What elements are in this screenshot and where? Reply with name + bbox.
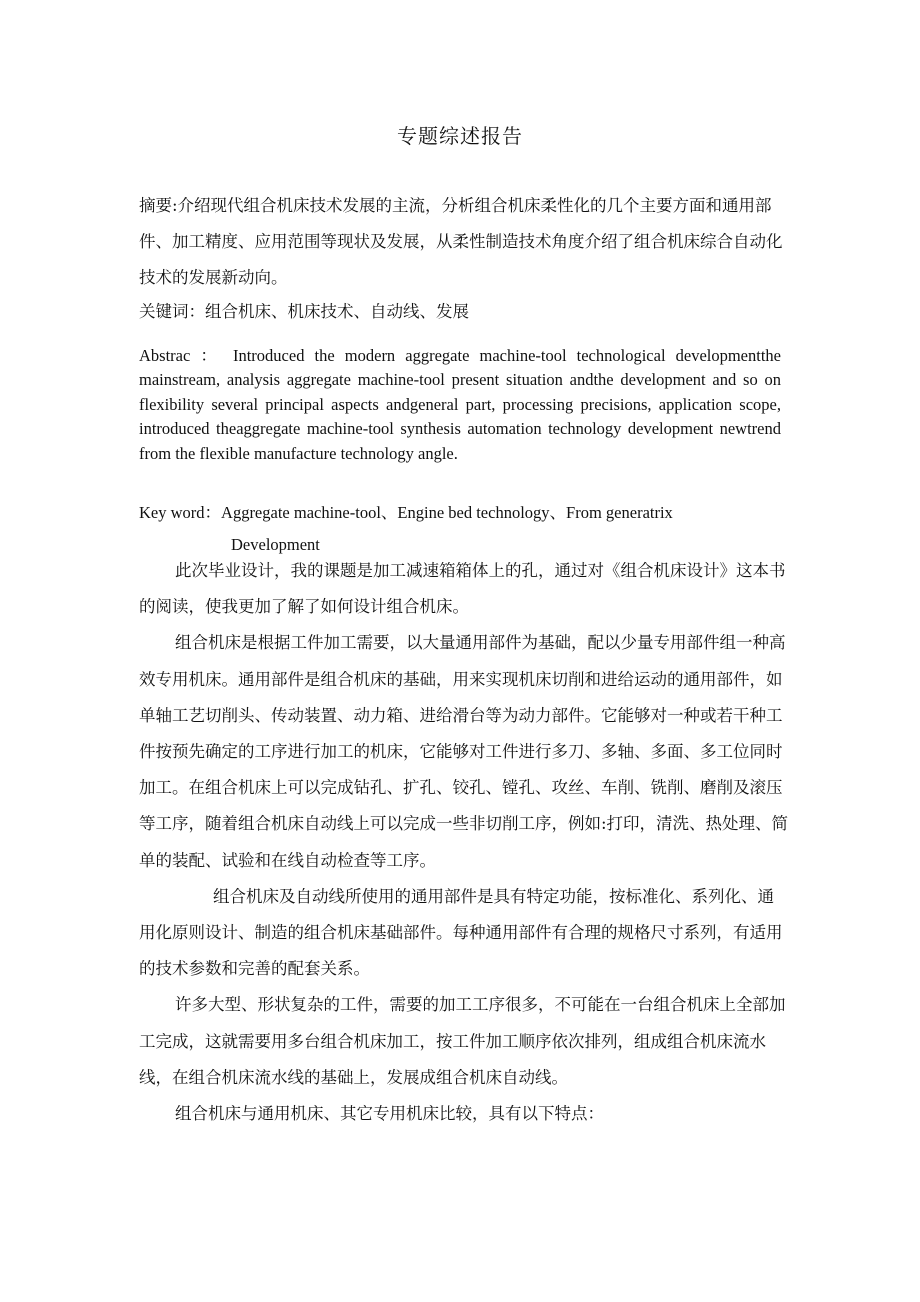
- keywords-english-line1: Key word：Aggregate machine-tool、Engine bed technology、From generatrix: [139, 503, 673, 522]
- paragraph: 组合机床及自动线所使用的通用部件是具有特定功能，按标准化、系列化、通用化原则设计、制造的组合机床基础部件。每种通用部件有合理的规格尺寸系列，有适用的技术参数和完善的配套关系。: [139, 886, 783, 979]
- paragraph: 许多大型、形状复杂的工件，需要的加工工序很多，不可能在一台组合机床上全部加工完成，这就需要用多台组合机床加工，按工件加工顺序依次排列，组成组合机床流水线，在组合机床流水线的基础上，发展成组合机床自动线。: [139, 995, 786, 1087]
- keywords-english-line2: Development: [231, 535, 320, 554]
- body-text: [139, 553, 789, 1132]
- keywords-chinese: 关键词：组合机床、机床技术、自动线、发展: [139, 302, 469, 321]
- paragraph: 此次毕业设计，我的课题是加工减速箱箱体上的孔，通过对《组合机床设计》这本书的阅读，使我更加了解了如何设计组合机床。: [139, 561, 786, 617]
- abstract-chinese: 摘要:介绍现代组合机床技术发展的主流，分析组合机床柔性化的几个主要方面和通用部件、加工精度、应用范围等现状及发展，从柔性制造技术角度介绍了组合机床综合自动化技术的发展新动向。: [139, 196, 783, 287]
- paragraph: 组合机床是根据工件加工需要，以大量通用部件为基础，配以少量专用部件组一种高效专用机床。通用部件是组合机床的基础，用来实现机床切削和进给运动的通用部件，如单轴工艺切削头、传动装置、动力箱、进给滑台等为动力部件。它能够对一种或若干种工件按预先确定的工序进行加工的机床，它能够对工件进行多刀、多轴、多面、多工位同时加工。在组合机床上可以完成钻孔、扩孔、铰孔、镗孔、攻丝、车削、铣削、磨削及滚压等工序，随着组合机床自动线上可以完成一些非切削工序，例如:打印，清洗、热处理、简单的装配、试验和在线自动检查等工序。: [139, 633, 789, 870]
- abstract-english: Abstrac ： Introduced the modern aggregate machine-tool technological developmentthe mainstream, analysis aggregate machine-tool present situation andthe development and so on flexibility several principal aspects andgeneral part, processing precisions, application scope, introduced theaggregate machine-tool synthesis automation technology development newtrend from the flexible manufacture technology angle.: [139, 346, 781, 463]
- page-title: 专题综述报告: [397, 124, 523, 148]
- keywords-english: [139, 497, 839, 561]
- paragraph: 组合机床与通用机床、其它专用机床比较，具有以下特点：: [175, 1104, 604, 1124]
